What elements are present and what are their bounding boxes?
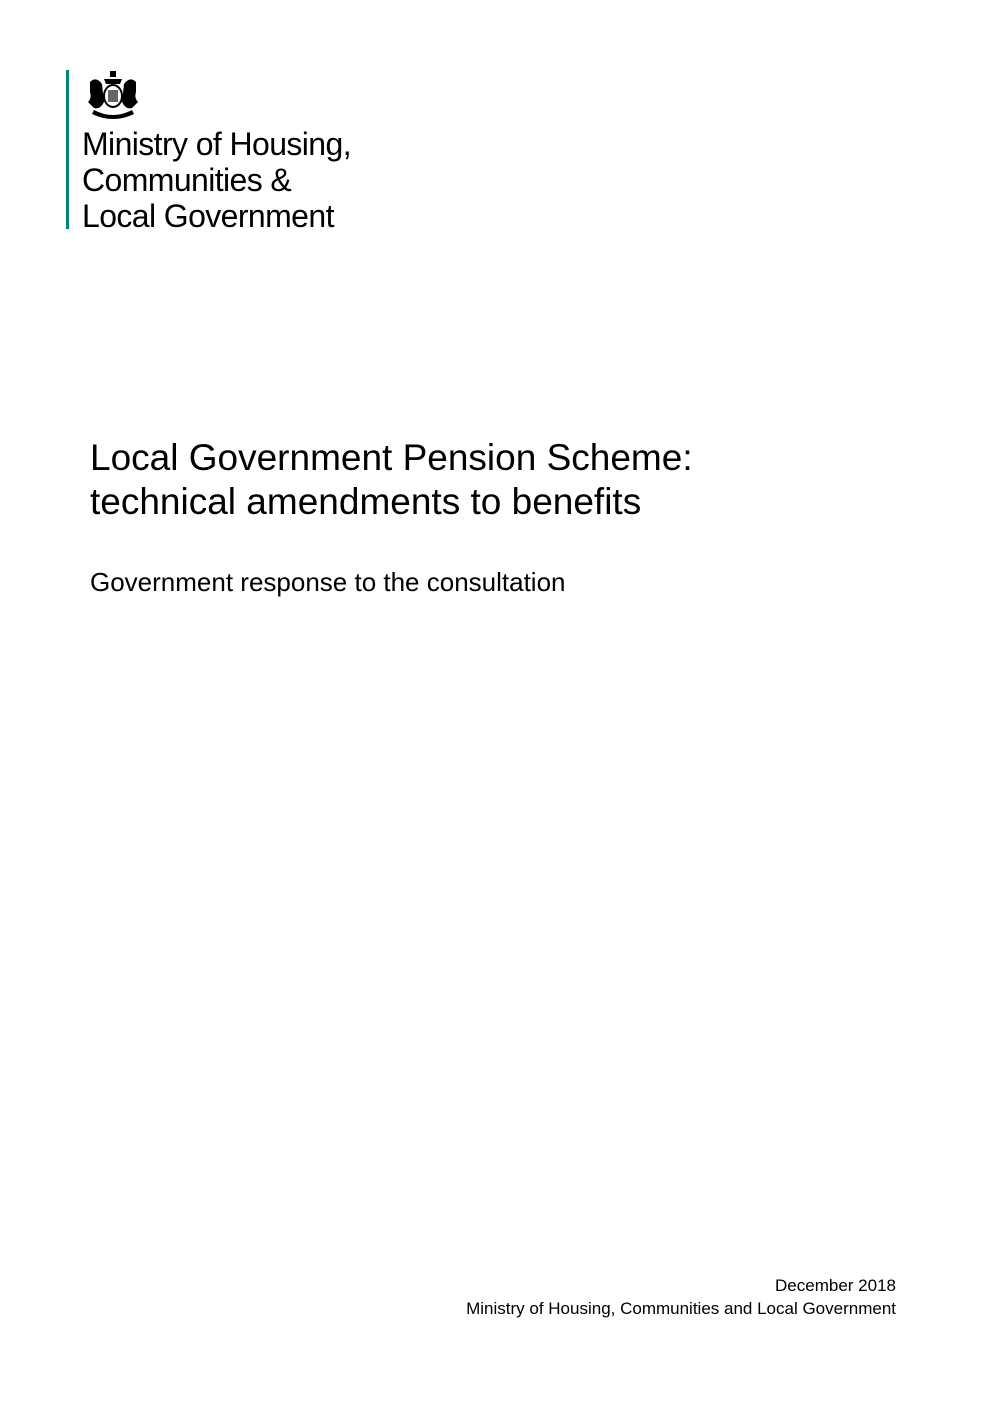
footer — [466, 1274, 896, 1320]
title-line: technical amendments to benefits — [90, 481, 642, 522]
title-line: Local Government Pension Scheme: — [90, 437, 693, 478]
document-subtitle: Government response to the consultation — [90, 567, 566, 597]
department-logo — [66, 70, 351, 234]
logo-line: Ministry of Housing, — [82, 126, 351, 162]
document-title — [90, 436, 693, 524]
publisher: Ministry of Housing, Communities and Local Government — [466, 1299, 896, 1318]
department-name — [82, 126, 351, 234]
royal-coat-of-arms-icon — [82, 70, 144, 120]
logo-line: Local Government — [82, 198, 334, 234]
publication-date: December 2018 — [775, 1276, 896, 1295]
logo-line: Communities & — [82, 162, 292, 198]
